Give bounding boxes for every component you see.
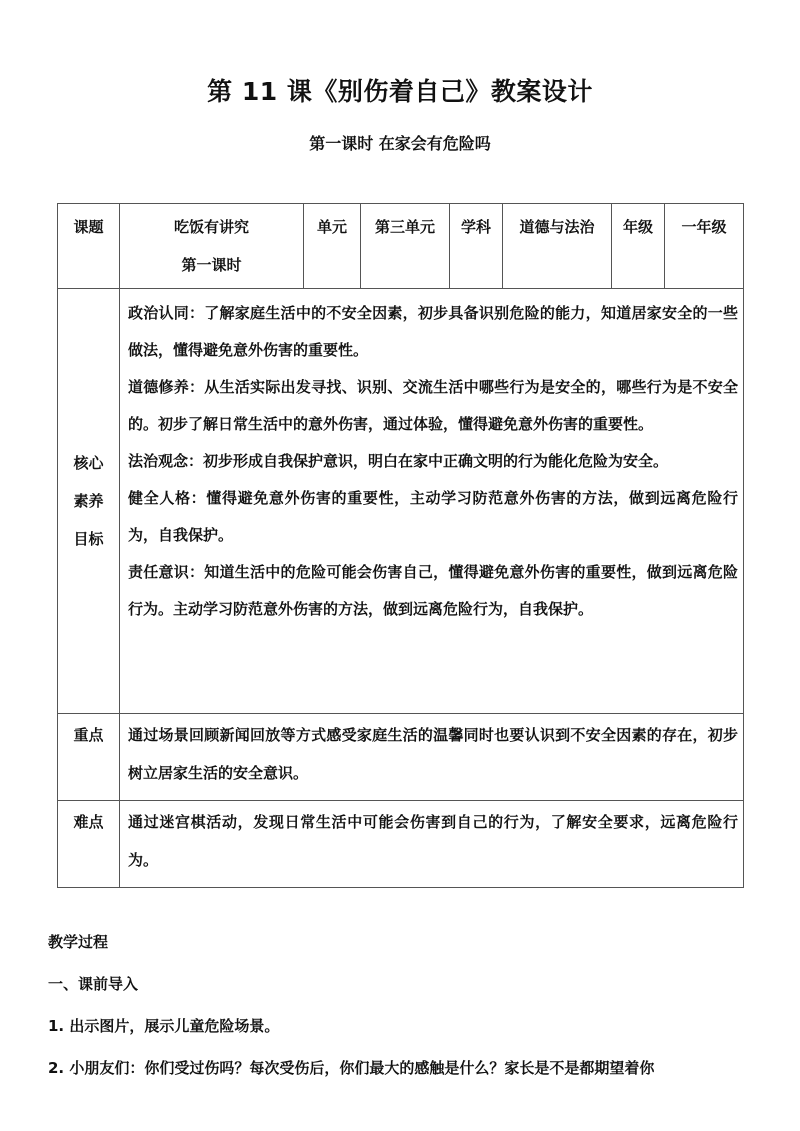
difficulties-label: 难点 [58, 801, 120, 888]
course-label: 课题 [73, 218, 104, 236]
key-points-text: 通过场景回顾新闻回放等方式感受家庭生活的温馨同时也要认识到不安全因素的存在，初步树立居家生活的安全意识。 [128, 726, 738, 782]
core-goals-content-cell [120, 289, 744, 714]
subject-label: 学科 [460, 218, 491, 236]
course-label-cell [58, 204, 120, 289]
difficulties-row [58, 801, 744, 888]
process-section-intro: 一、课前导入 [48, 975, 139, 993]
subject-label-cell [450, 204, 503, 289]
core-goals-label-line1: 核心 [73, 454, 104, 472]
difficulties-text: 通过迷宫棋活动，发现日常生活中可能会伤害到自己的行为，了解安全要求，远离危险行为。 [128, 813, 738, 869]
process-item-2: 2. 小朋友们：你们受过伤吗？每次受伤后，你们最大的感触是什么？家长是不是都期望着你 [48, 1059, 655, 1077]
course-value-line2: 第一课时 [181, 256, 242, 274]
subject-value: 道德与法治 [519, 218, 595, 236]
page-title: 第 11 课《别伤着自己》教案设计 [207, 77, 593, 106]
lesson-plan-table [57, 203, 744, 888]
goal-sound-personality: 健全人格：懂得避免意外伤害的重要性，主动学习防范意外伤害的方法，做到远离危险行为，自我保护。 [128, 489, 738, 544]
core-goals-row [58, 289, 744, 714]
core-goals-label-cell [58, 289, 120, 714]
course-value-line1: 吃饭有讲究 [173, 218, 249, 236]
unit-label-cell [304, 204, 361, 289]
core-goals-label-line2: 素养 [73, 492, 104, 510]
process-heading: 教学过程 [48, 933, 109, 951]
core-goals-content [120, 289, 743, 628]
grade-label: 年级 [622, 218, 653, 236]
subject-value-cell [503, 204, 612, 289]
key-points-label: 重点 [58, 714, 120, 801]
difficulties-content-cell [120, 801, 744, 888]
unit-value-cell [361, 204, 450, 289]
key-points-row [58, 714, 744, 801]
unit-label: 单元 [316, 218, 347, 236]
page-subtitle: 第一课时 在家会有危险吗 [309, 134, 491, 153]
grade-value-cell [665, 204, 744, 289]
goal-responsibility: 责任意识：知道生活中的危险可能会伤害自己，懂得避免意外伤害的重要性，做到远离危险行为。主动学习防范意外伤害的方法，做到远离危险行为，自我保护。 [128, 563, 738, 618]
process-item-1: 1. 出示图片，展示儿童危险场景。 [48, 1017, 280, 1035]
goal-political-identity: 政治认同：了解家庭生活中的不安全因素，初步具备识别危险的能力，知道居家安全的一些做法，懂得避免意外伤害的重要性。 [128, 304, 738, 359]
grade-label-cell [612, 204, 665, 289]
unit-value: 第三单元 [374, 218, 435, 236]
grade-value: 一年级 [681, 218, 727, 236]
goal-legal-awareness: 法治观念：初步形成自我保护意识，明白在家中正确文明的行为能化危险为安全。 [128, 452, 669, 470]
goal-moral-cultivation: 道德修养：从生活实际出发寻找、识别、交流生活中哪些行为是安全的，哪些行为是不安全的。初步了解日常生活中的意外伤害，通过体验，懂得避免意外伤害的重要性。 [128, 378, 738, 433]
table-header-row [58, 204, 744, 289]
course-value-cell [120, 204, 304, 289]
key-points-content-cell [120, 714, 744, 801]
core-goals-label-line3: 目标 [73, 530, 104, 548]
